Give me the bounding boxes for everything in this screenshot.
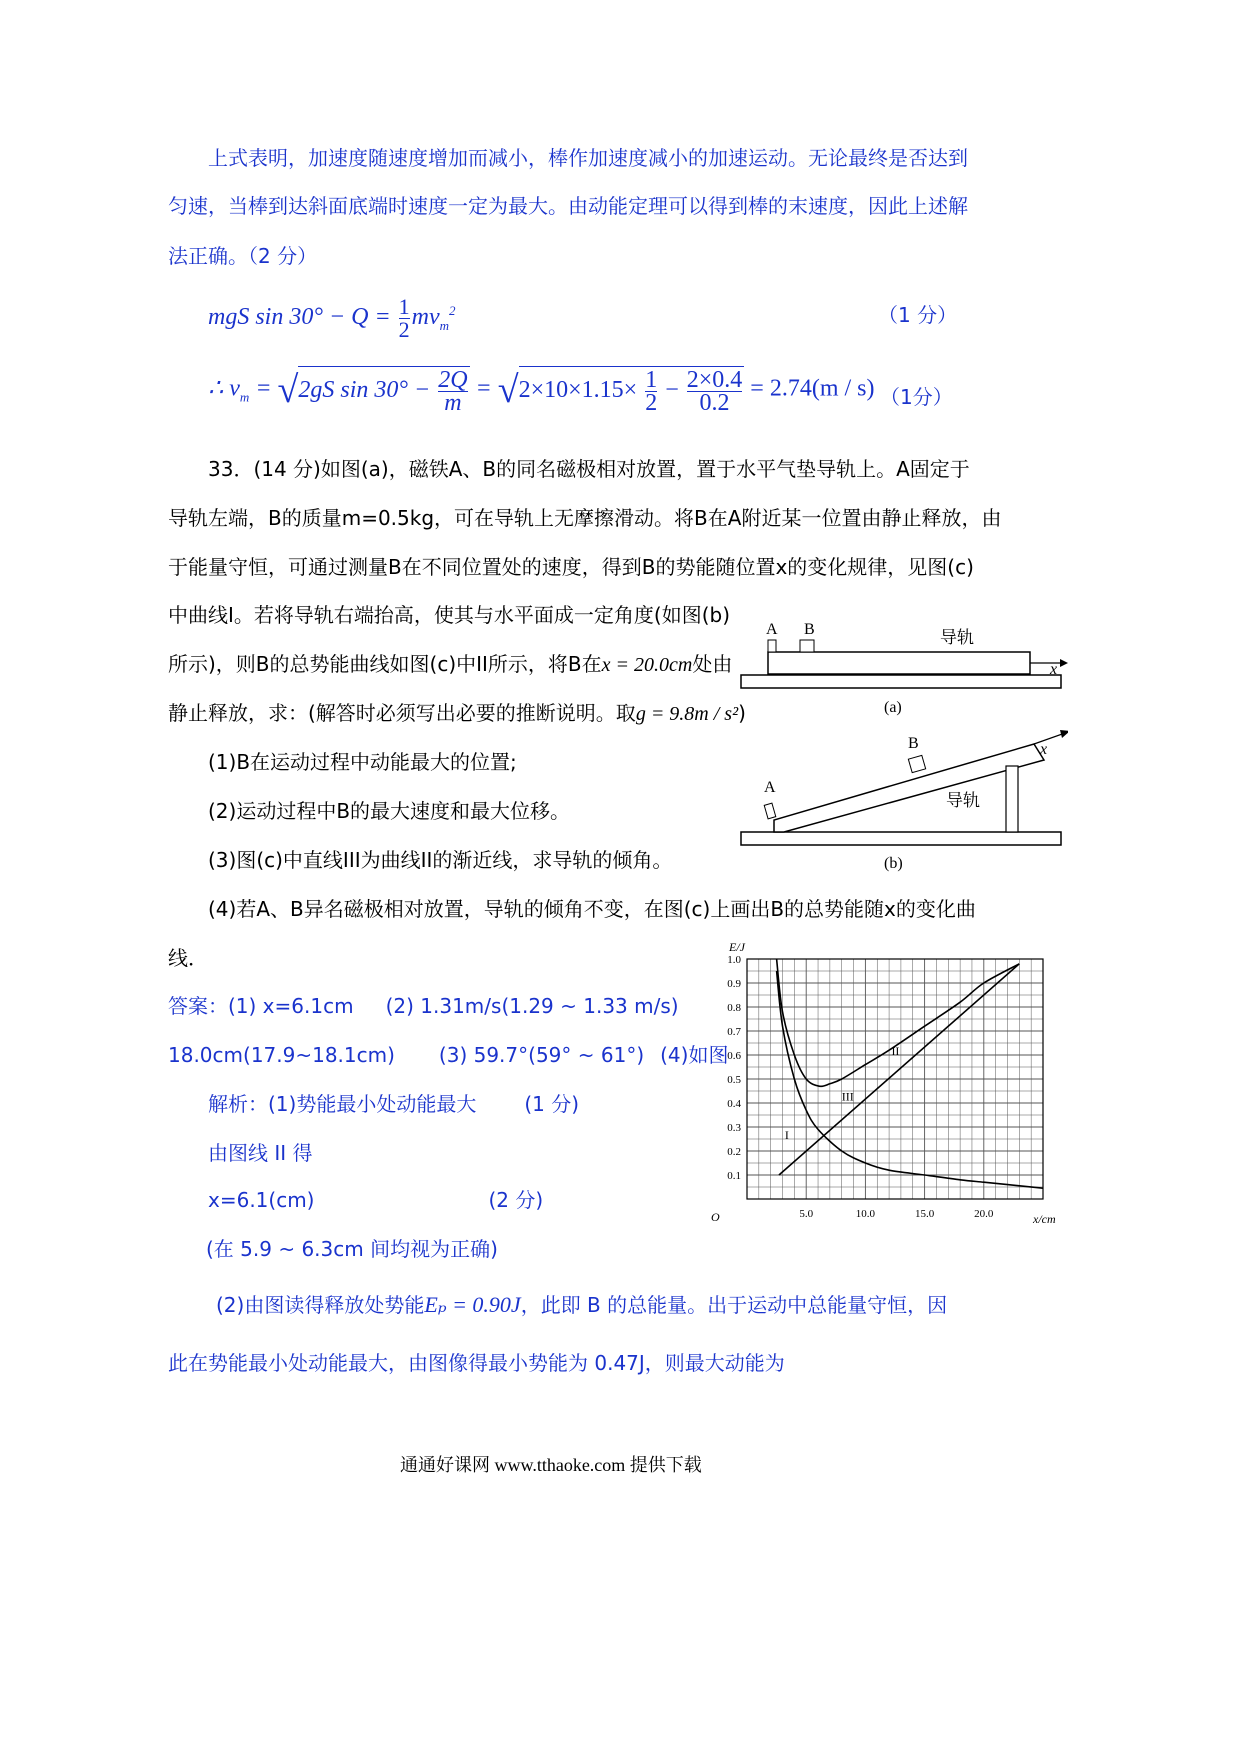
analysis-line2: 由图线 II 得 (208, 1141, 313, 1165)
fig-a-magnet-a (768, 640, 776, 652)
y-tick-label: 0.4 (727, 1098, 741, 1110)
x-tick-label: 15.0 (914, 1208, 935, 1220)
para1-line3: 法正确。（2 分） (168, 244, 318, 268)
q33-sub1: (1)B在运动过程中动能最大的位置; (208, 750, 517, 774)
analysis-para2: (2)由图读得释放处势能Eₚ = 0.90J，此即 B 的总能量。出于运动中总能量守恒，因 (216, 1292, 948, 1317)
energy-chart (695, 935, 1065, 1240)
equation-2-score: （1分） (880, 385, 953, 409)
x-tick-label: 5.0 (799, 1208, 814, 1220)
series-line-I (777, 971, 1043, 1188)
fig-a-caption: (a) (884, 699, 902, 716)
fig-a-axis: x (1050, 661, 1058, 678)
fig-a-base (741, 675, 1061, 688)
series-label-I: I (784, 1128, 789, 1142)
y-tick-label: 0.9 (727, 978, 741, 990)
fig-b-magnet-b (908, 755, 925, 772)
q33-line1: 33．(14 分)如图(a)，磁铁A、B的同名磁极相对放置，置于水平气垫导轨上。A固定于 (208, 457, 970, 481)
fig-a-magnet-b (800, 640, 814, 652)
fig-a-label-b: B (804, 621, 815, 638)
fig-a-rail-label: 导轨 (940, 628, 974, 648)
y-tick-label: 0.5 (727, 1074, 741, 1086)
fig-a-rail (768, 652, 1030, 674)
analysis-line1: 解析：(1)势能最小处动能最大 (1 分) (208, 1092, 580, 1116)
fig-a-label-a: A (766, 621, 778, 638)
q33-sub4: (4)若A、B异名磁极相对放置，导轨的倾角不变，在图(c)上画出B的总势能随x的变化曲 (208, 897, 976, 921)
chart-origin: O (711, 1210, 720, 1224)
fig-b-label-a: A (764, 779, 776, 796)
series-line-III (779, 964, 1019, 1175)
para1-line1: 上式表明，加速度随速度增加而减小，棒作加速度减小的加速运动。无论最终是否达到 (208, 146, 968, 170)
y-tick-label: 0.7 (727, 1026, 741, 1038)
y-tick-label: 0.8 (727, 1002, 741, 1014)
analysis-para3: 此在势能最小处动能最大，由图像得最小势能为 0.47J，则最大动能为 (168, 1351, 785, 1375)
q33-line2: 导轨左端，B的质量m=0.5kg，可在导轨上无摩擦滑动。将B在A附近某一位置由静止释放，由 (168, 506, 1002, 530)
equation-1-score: （1 分） (878, 303, 958, 327)
q33-line6: 静止释放，求：(解答时必须写出必要的推断说明。取g = 9.8m / s²) (168, 701, 746, 725)
y-tick-label: 0.3 (727, 1122, 741, 1134)
fig-b-rail (774, 744, 1044, 832)
x-tick-label: 10.0 (855, 1208, 876, 1220)
x-tick-label: 20.0 (974, 1208, 994, 1220)
y-tick-label: 1.0 (727, 954, 741, 966)
y-tick-label: 0.1 (727, 1170, 741, 1182)
figure-a (738, 612, 1068, 722)
figure-b (738, 724, 1068, 874)
fig-b-magnet-a (764, 803, 776, 819)
series-label-III: III (841, 1089, 854, 1104)
equation-1: mgS sin 30° − Q = $\frac{1}{2}$ $mv_m^2$ (208, 294, 456, 342)
analysis-line4: (在 5.9 ~ 6.3cm 间均视为正确) (206, 1237, 498, 1261)
chart-ylabel: E/J (729, 940, 745, 954)
q33-sub3: (3)图(c)中直线III为曲线II的渐近线，求导轨的倾角。 (208, 848, 673, 872)
q33-sub4-end: 线． (168, 946, 208, 970)
fig-b-axis: x (1040, 741, 1048, 758)
answer-line1: 答案：(1) x=6.1cm (2) 1.31m/s(1.29 ~ 1.33 m/s) (168, 994, 679, 1018)
fig-b-base (741, 832, 1061, 845)
page-footer: 通通好课网 www.tthaoke.com 提供下载 (400, 1455, 702, 1475)
q33-line3: 于能量守恒，可通过测量B在不同位置处的速度，得到B的势能随位置x的变化规律，见图(c) (168, 555, 974, 579)
answer-line2: 18.0cm(17.9~18.1cm) (3) 59.7°(59° ~ 61°) (4)如图 (168, 1043, 729, 1067)
chart-xlabel: x/cm (1033, 1212, 1056, 1226)
series-line-II (777, 959, 1020, 1086)
fig-b-support (1006, 766, 1018, 832)
equation-2: ∴ $v_m = √2gS$ sin 30° − $\frac{2Q}{m}$ = √2×10×1.15× $\frac{1}{2}$ − $\frac{2\times 0.4}{0.2}$ = 2.74(m / s) (208, 367, 875, 416)
para1-line2: 匀速，当棒到达斜面底端时速度一定为最大。由动能定理可以得到棒的末速度，因此上述解 (168, 194, 968, 218)
q33-line4: 中曲线I。若将导轨右端抬高，使其与水平面成一定角度(如图(b) (168, 603, 731, 627)
y-tick-label: 0.2 (727, 1146, 741, 1158)
series-label-II: II (891, 1044, 900, 1058)
fig-b-label-b: B (908, 735, 919, 752)
y-tick-label: 0.6 (727, 1050, 741, 1062)
fig-b-caption: (b) (884, 855, 903, 872)
q33-sub2: (2)运动过程中B的最大速度和最大位移。 (208, 799, 571, 823)
q33-line5: 所示)，则B的总势能曲线如图(c)中II所示，将B在x = 20.0cm处由 (168, 652, 733, 676)
fig-b-rail-label: 导轨 (946, 791, 980, 811)
analysis-line3: x=6.1(cm) (2 分) (208, 1188, 544, 1212)
